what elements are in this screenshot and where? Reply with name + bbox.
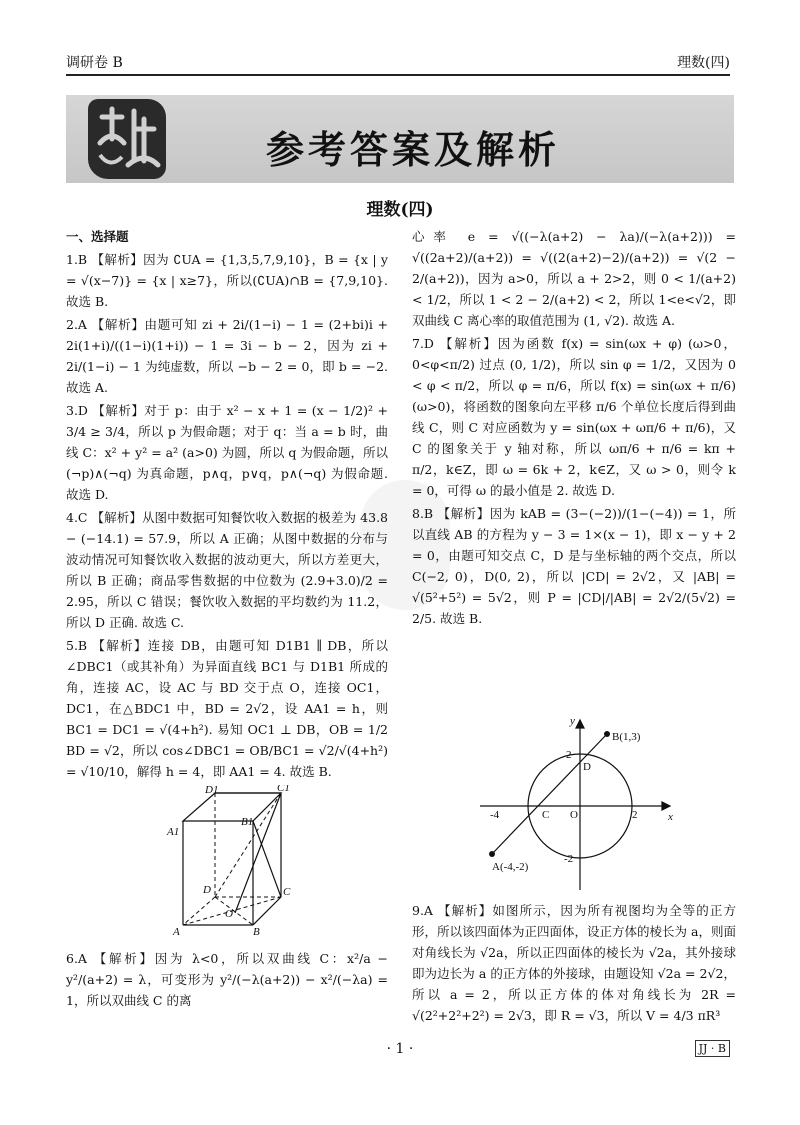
label-C: C <box>283 886 291 898</box>
answer-9-block <box>412 900 736 1028</box>
axis-y-label: y <box>570 715 575 727</box>
title-banner <box>66 95 734 183</box>
banner-title: 参考答案及解析 <box>266 128 561 172</box>
circle-figure <box>470 714 700 894</box>
header-left: 调研卷 B <box>66 55 123 71</box>
answer-4: 4.C 【解析】从图中数据可知餐饮收入数据的极差为 43.8 − (−14.1) = 57.9，所以 A 正确；从图中数据的分布与波动情况可知餐饮收入数据的波动更大，所以方差更大，所以 B 正确；商品零售数据的中位数为 (2.9+3.0)/2 = 2.95，所以 C 错误；餐饮收入数据的平均数约为 11.2，所以 D 正确. 故选 C. <box>66 510 388 630</box>
answer-6-block <box>66 948 388 1013</box>
label-O: O <box>225 908 233 920</box>
answer-6-cont: 心率 e = √((−λ(a+2) − λa)/(−λ(a+2))) = √((2a+2)/(a+2)) = √((2(a+2)−2)/(a+2)) = √(2 − 2/(a+2))，因为 a>0，所以 a + 2>2，则 0 < 1/(a+2) < 1/2，所以 1 < 2 − 2/(a+2) < 2，所以 1<e<√2，即双曲线 C 离心率的取值范围为 (1, √2). 故选 A. <box>412 229 736 328</box>
tick-y-minus2: -2 <box>564 853 574 865</box>
tick-y-2: 2 <box>566 749 572 761</box>
answer-7: 7.D 【解析】因为函数 f(x) = sin(ωx + φ) (ω>0，0<φ<π/2) 过点 (0, 1/2)，所以 sin φ = 1/2，又因为 0 < φ < π/2，所以 φ = π/6，所以 f(x) = sin(ωx + π/6) (ω>0)，将函数的图象向左平移 π/6 个单位长度后得到曲线 C，则 C 对应函数为 y = sin(ωx + ωπ/6 + π/6)，又 C 的图象关于 y 轴对称，所以 ωπ/6 + π/6 = kπ + π/2，k∈Z，即 ω = 6k + 2，k∈Z，又 ω > 0，则令 k = 0，可得 ω 的最小值是 2. 故选 D. <box>412 336 736 498</box>
label-B1: B1 <box>241 816 254 828</box>
page-subtitle: 理数(四) <box>366 200 434 220</box>
answer-8: 8.B 【解析】因为 kAB = (3−(−2))/(1−(−4)) = 1，所以直线 AB 的方程为 y − 3 = 1×(x − 1)，即 x − y + 2 = 0，由题可知交点 C，D 是与坐标轴的两个交点，所以 C(−2, 0)，D(0, 2)，所以 |CD| = 2√2，又 |AB| = √(5²+5²) = 5√2，则 P = |CD|/|AB| = 2√2/(5√2) = 2/5. 故选 B. <box>412 506 736 626</box>
point-A-label: A(-4,-2) <box>492 861 529 873</box>
point-D-label: D <box>583 761 591 773</box>
axis-x-label: x <box>668 811 673 823</box>
prism-figure <box>165 785 295 937</box>
footer-code: JJ · B <box>695 1040 730 1057</box>
seal-logo <box>88 99 166 179</box>
origin-label: O <box>570 809 578 821</box>
label-D1: D1 <box>205 785 219 796</box>
answer-1: 1.B 【解析】因为 ∁UA = {1,3,5,7,9,10}，B = {x | y = √(x−7)} = {x | x≥7}，所以(∁UA)∩B = {7,9,10}. 故选 B. <box>66 252 388 309</box>
answer-5: 5.B 【解析】连接 DB，由题可知 D1B1 ∥ DB，所以 ∠DBC1（或其补角）为异面直线 BC1 与 D1B1 所成的角，连接 AC，设 AC 与 BD 交于点 O，连接 OC1，DC1，在△BDC1 中，BD = 2√2，设 AA1 = h，则 BC1 = DC1 = √(4+h²). 易知 OC1 ⊥ DB，OB = 1/2 BD = √2，所以 cos∠DBC1 = OB/BC1 = √2/√(4+h²) = √10/10，解得 h = 4，即 AA1 = 4. 故选 B. <box>66 638 388 779</box>
answer-3: 3.D 【解析】对于 p：由于 x² − x + 1 = (x − 1/2)² + 3/4 ≥ 3/4，所以 p 为假命题；对于 q：当 a = b 时，曲线 C：x² + y² = a² (a>0) 为圆，所以 q 为假命题，所以 (¬p)∧(¬q) 为真命题，p∧q，p∨q，p∧(¬q) 为假命题. 故选 D. <box>66 403 388 502</box>
label-B: B <box>253 926 260 937</box>
answer-9: 9.A 【解析】如图所示，因为所有视图均为全等的正方形，所以该四面体为正四面体，设正方体的棱长为 a，则面对角线长为 √2a，所以正四面体的棱长为 √2a，其外接球即为边长为 a 的正方体的外接球，由题设知 √2a = 2√2，所以 a = 2，所以正方体的体对角线长为 2R = √(2²+2²+2²) = 2√3，即 R = √3，所以 V = 4/3 πR³ <box>412 903 736 1023</box>
right-column <box>412 226 736 631</box>
header-right: 理数(四) <box>677 55 730 71</box>
answer-2: 2.A 【解析】由题可知 zi + 2i/(1−i) − 1 = (2+bi)i + 2i(1+i)/((1−i)(1+i)) − 1 = 3i − b − 2，因为 zi + 2i/(1−i) − 1 为纯虚数，所以 −b − 2 = 0，即 b = −2. 故选 A. <box>66 317 388 395</box>
label-A: A <box>173 926 180 937</box>
answer-6: 6.A 【解析】因为 λ<0，所以双曲线 C：x²/a − y²/(a+2) = λ，可变形为 y²/(−λ(a+2)) − x²/(−λa) = 1，所以双曲线 C 的离 <box>66 951 388 1008</box>
point-C-label: C <box>542 809 550 821</box>
header-rule <box>66 74 730 76</box>
page-number: · 1 · <box>386 1041 414 1057</box>
label-D: D <box>203 884 211 896</box>
page-header <box>66 44 730 74</box>
point-B-label: B(1,3) <box>612 731 641 743</box>
label-A1: A1 <box>167 826 180 838</box>
label-C1: C1 <box>277 785 290 794</box>
section-heading: 一、选择题 <box>66 229 129 244</box>
tick-x-minus4: -4 <box>490 809 500 821</box>
left-column <box>66 226 388 784</box>
tick-x-2: 2 <box>632 809 638 821</box>
